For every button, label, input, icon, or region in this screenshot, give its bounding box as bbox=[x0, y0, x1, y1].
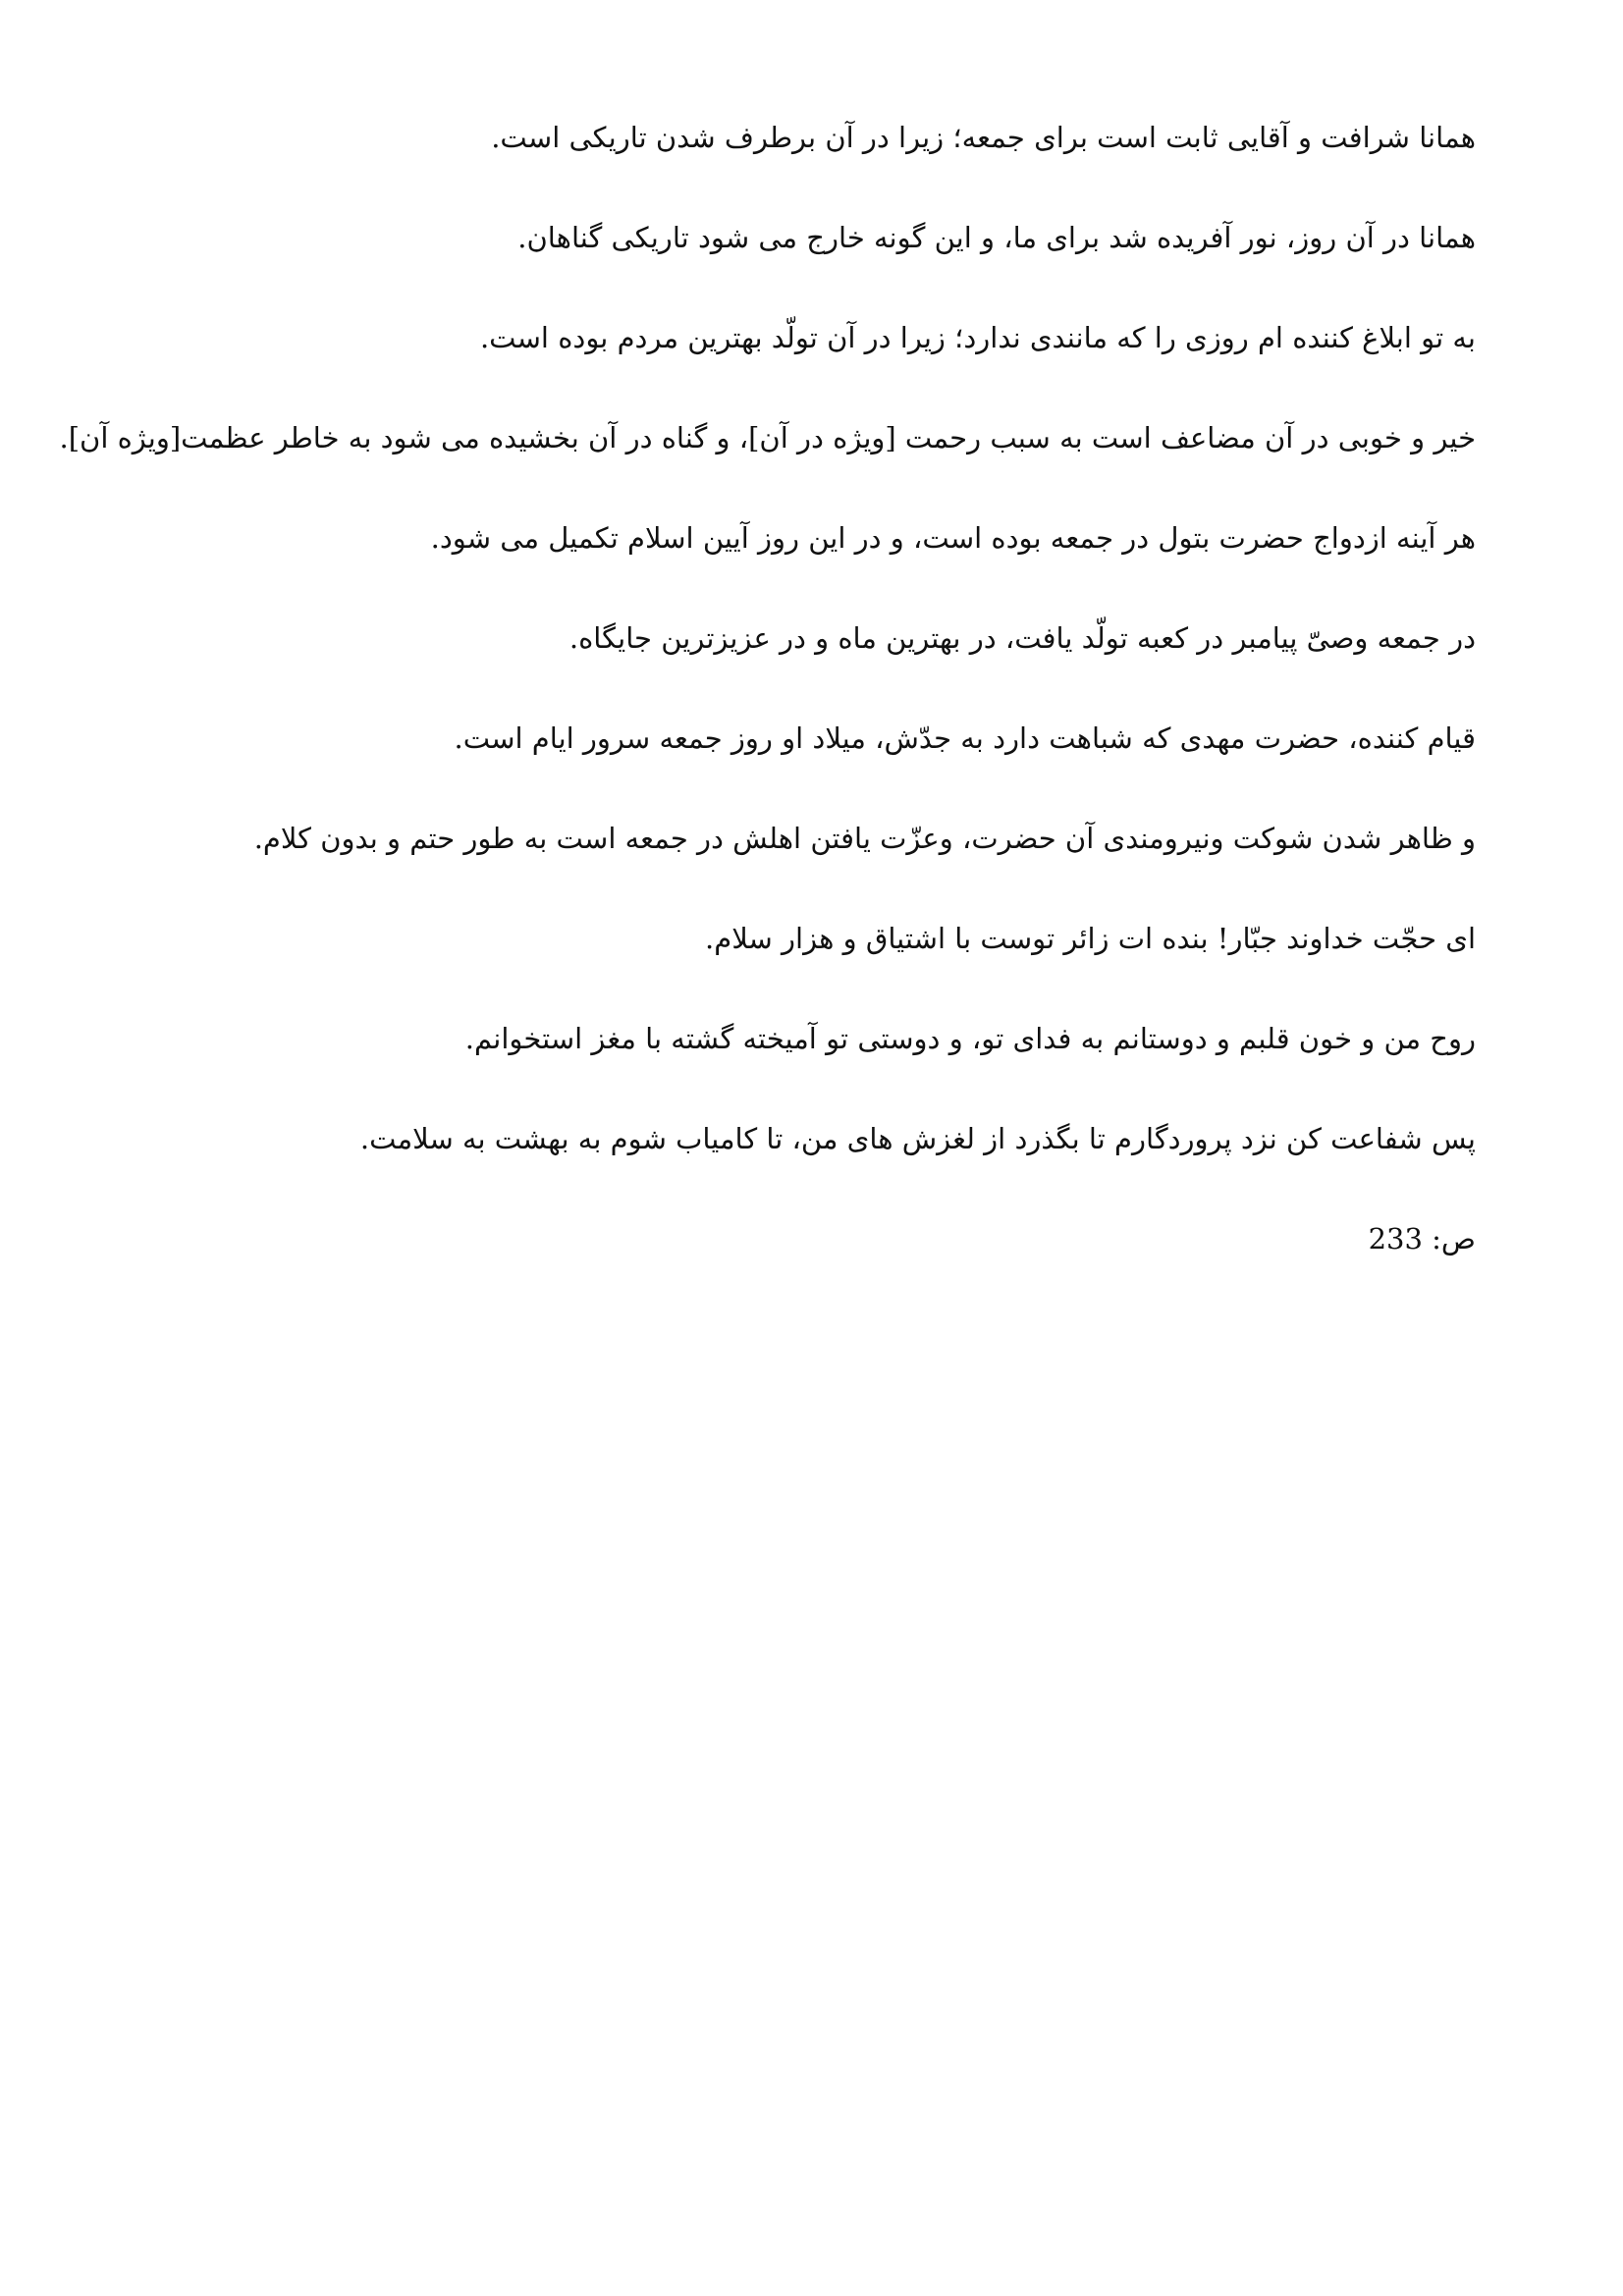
text-line-1: همانا شرافت و آقایی ثابت است برای جمعه؛ زیرا در آن برطرف شدن تاریکی است. bbox=[491, 121, 1476, 154]
text-line-6: در جمعه وصیّ پیامبر در کعبه تولّد یافت، در بهترین ماه و در عزیزترین جایگاه. bbox=[568, 621, 1476, 655]
text-line-7: قیام کننده، حضرت مهدی که شباهت دارد به جدّش، میلاد او روز جمعه سرور ایام است. bbox=[454, 721, 1476, 755]
text-line-8: و ظاهر شدن شوکت ونیرومندی آن حضرت، وعزّت یافتن اهلش در جمعه است به طور حتم و بدون کلام. bbox=[253, 822, 1476, 855]
page-number: ص: 233 bbox=[1368, 1222, 1476, 1255]
text-line-3: به تو ابلاغ کننده ام روزی را که مانندی ندارد؛ زیرا در آن تولّد بهترین مردم بوده است. bbox=[479, 321, 1476, 354]
text-line-2: همانا در آن روز، نور آفریده شد برای ما، و این گونه خارج می شود تاریکی گناهان. bbox=[517, 221, 1476, 254]
text-line-5: هر آینه ازدواج حضرت بتول در جمعه بوده است، و در این روز آیین اسلام تکمیل می شود. bbox=[430, 521, 1476, 555]
text-line-11: پس شفاعت کن نزد پروردگارم تا بگذرد از لغزش های من، تا کامیاب شوم به بهشت به سلامت. bbox=[359, 1122, 1476, 1155]
text-line-4: خیر و خوبی در آن مضاعف است به سبب رحمت [ویژه در آن]، و گناه در آن بخشیده می شود به خاطر عظمت[ویژه آن]. bbox=[59, 421, 1476, 454]
text-line-9: ای حجّت خداوند جبّار! بنده ات زائر توست با اشتیاق و هزار سلام. bbox=[705, 922, 1476, 955]
text-line-10: روح من و خون قلبم و دوستانم به فدای تو، و دوستی تو آمیخته گشته با مغز استخوانم. bbox=[464, 1022, 1476, 1055]
body-text bbox=[59, 116, 1476, 1260]
